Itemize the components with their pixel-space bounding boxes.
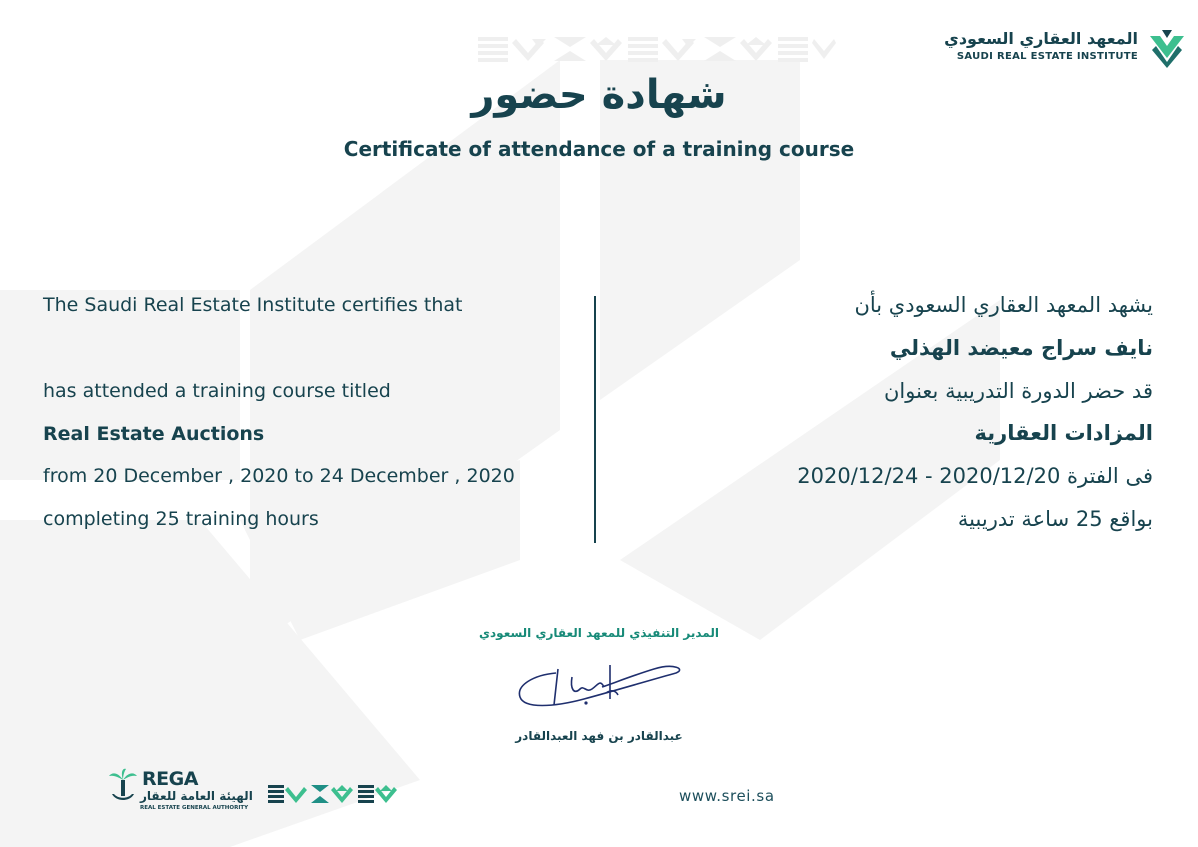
- srei-logo-english: SAUDI REAL ESTATE INSTITUTE: [956, 51, 1138, 62]
- signatory-name: عبدالقادر بن فهد العبدالقادر: [515, 729, 683, 743]
- signatory-title: المدير التنفيذي للمعهد العقاري السعودي: [479, 626, 719, 640]
- title-arabic: شهادة حضور: [471, 72, 727, 118]
- arabic-certifies-text: يشهد المعهد العقاري السعودي بأن: [854, 293, 1153, 317]
- rega-logo-english: REGA: [142, 768, 198, 790]
- english-period-text: from 20 December , 2020 to 24 December , 2020: [43, 465, 515, 487]
- english-course-title: Real Estate Auctions: [43, 423, 265, 445]
- center-divider: [594, 296, 596, 543]
- english-hours-text: completing 25 training hours: [43, 508, 319, 530]
- arabic-hours-text: بواقع 25 ساعة تدريبية: [957, 507, 1153, 531]
- srei-logo: [944, 28, 1188, 68]
- english-certifies-text: The Saudi Real Estate Institute certifies that: [43, 294, 463, 316]
- srei-logo-arabic: المعهد العقاري السعودي: [944, 29, 1138, 48]
- handwritten-signature: [514, 659, 684, 721]
- rega-logo: [108, 768, 258, 810]
- bottom-pattern-strip: [268, 783, 400, 805]
- palm-tree-icon: [108, 768, 138, 804]
- english-attended-text: has attended a training course titled: [43, 380, 391, 402]
- arabic-course-title: المزادات العقارية: [974, 421, 1153, 445]
- arabic-recipient-name: نايف سراج معيضد الهذلي: [889, 336, 1153, 360]
- rega-logo-arabic: الهيئة العامة للعقار: [140, 789, 253, 803]
- website-url[interactable]: www.srei.sa: [679, 787, 775, 805]
- srei-emblem-icon: [1146, 28, 1188, 68]
- title-english: Certificate of attendance of a training course: [343, 137, 855, 161]
- arabic-period-text: فى الفترة 2020/12/20 - 2020/12/24: [797, 464, 1153, 488]
- rega-logo-subtitle: REAL ESTATE GENERAL AUTHORITY: [140, 805, 249, 811]
- top-pattern-strip: [476, 35, 836, 63]
- arabic-attended-text: قد حضر الدورة التدريبية بعنوان: [883, 379, 1153, 403]
